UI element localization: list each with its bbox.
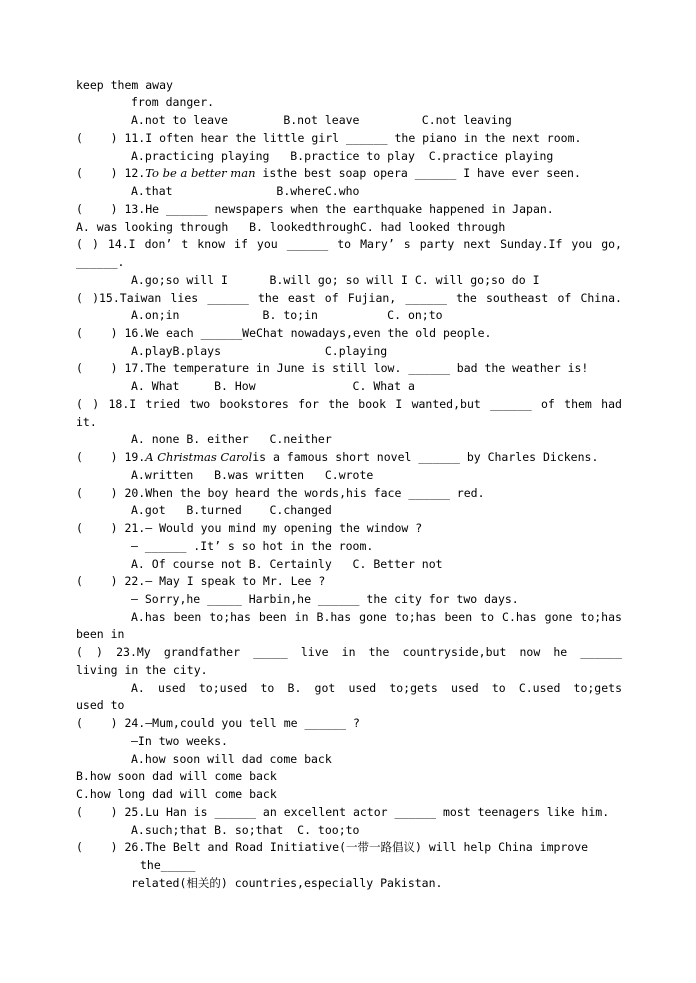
word: party (419, 237, 455, 251)
q13-options: A. was looking through B. lookedthroughC. had looked through (76, 220, 506, 234)
q14-options: A.go;so will I B.will go; so will I C. will go;so do I (131, 273, 540, 287)
q17-question: ( ) 17.The temperature in June is still low. ______ bad the weather is! (76, 361, 589, 375)
word: tried (145, 397, 181, 411)
word: _____ (253, 645, 288, 659)
q21-reply: — ______ .It’ s so hot in the room. (131, 539, 374, 553)
q12-rest: isthe best soap opera ______ I have ever seen. (255, 166, 581, 180)
word: know (197, 237, 225, 251)
word: he (553, 645, 568, 659)
word: for (298, 397, 319, 411)
q23-options-end: used to (76, 698, 125, 712)
word: grandfather (163, 645, 240, 659)
word: the (456, 291, 477, 305)
word: Mary’ (360, 237, 395, 251)
line-from-danger: from danger. (131, 95, 215, 109)
q18-question (76, 396, 622, 412)
word: ( (76, 397, 83, 411)
q26-question: ( ) 26.The Belt and Road Initiative(一带一路倡议) will help China improve (76, 840, 589, 854)
q19-title-italic: A Christmas Carol (145, 450, 253, 464)
word: ( (76, 291, 83, 305)
word: got (314, 681, 336, 695)
word: ______ (580, 645, 622, 659)
q15-question (76, 290, 622, 306)
q23-question (76, 644, 622, 660)
word: southeast (485, 291, 549, 305)
word: if (234, 237, 248, 251)
word: A.has (131, 610, 166, 624)
q12-title-italic: To be a better man (145, 166, 256, 180)
q16-options: A.playB.plays C.playing (131, 344, 388, 358)
word: live (300, 645, 329, 659)
q22-options-end: been in (76, 627, 125, 641)
q26-question-end: related(相关的) countries,especially Pakistan. (131, 876, 443, 890)
q16-question: ( ) 16.We each ______WeChat nowadays,even the old people. (76, 326, 492, 340)
word: to (337, 237, 352, 251)
word: Sunday.If (500, 237, 563, 251)
q25-question: ( ) 25.Lu Han is ______ an excellent actor ______ most teenagers like him. (76, 805, 610, 819)
word: B. (287, 681, 302, 695)
word: ______ (207, 291, 249, 305)
word: you (571, 237, 593, 251)
word: used (158, 681, 186, 695)
q26-question-cont: the_____ (140, 858, 196, 872)
word: ( (76, 237, 83, 251)
word: now (519, 645, 541, 659)
word: gone (359, 610, 387, 624)
word: to (491, 681, 506, 695)
word: C.used (518, 681, 561, 695)
word: to (480, 610, 495, 624)
word: t (181, 237, 189, 251)
q19-question (76, 449, 622, 465)
word: to (260, 681, 275, 695)
word: ) (92, 397, 100, 411)
word: wanted,but (411, 397, 481, 411)
q24-option-a: A.how soon will dad come back (131, 752, 332, 766)
word: gone (544, 610, 573, 624)
word: don’ (144, 237, 173, 251)
q23-options (131, 680, 622, 696)
word: ______ (286, 237, 329, 251)
word: countryside,but (402, 645, 507, 659)
q24-option-c: C.how long dad will come back (76, 787, 277, 801)
word: had (601, 397, 622, 411)
word: ) (96, 645, 103, 659)
word: them (564, 397, 592, 411)
word: ______ (490, 397, 532, 411)
q12-options: A.that B.whereC.who (131, 184, 360, 198)
word: China. (580, 291, 622, 305)
q18-question-end: it. (76, 415, 97, 429)
q19-rest: is a famous short novel ______ by Charles Dickens. (252, 450, 599, 464)
word: the (258, 291, 279, 305)
q11-options: A.practicing playing B.practice to play C.practice playing (131, 149, 554, 163)
q12-question (76, 165, 622, 181)
word: ( (76, 645, 83, 659)
q18-options: A. none B. either C.neither (131, 432, 332, 446)
word: lies (170, 291, 199, 305)
word: you (256, 237, 278, 251)
q22-options (131, 609, 622, 625)
q21-options: A. Of course not B. Certainly C. Better not (131, 557, 443, 571)
word: 23.My (116, 645, 151, 659)
word: of (324, 291, 339, 305)
q14-question (76, 236, 622, 252)
q19-prefix: ( ) 19. (76, 450, 146, 464)
q22-question: ( ) 22.— May I speak to Mr. Lee ? (76, 574, 326, 588)
word: ______ (405, 291, 447, 305)
word: used (450, 681, 479, 695)
word: in (294, 610, 309, 624)
word: to;gets (573, 681, 622, 695)
word: to;used (198, 681, 248, 695)
word: to;has (209, 610, 251, 624)
word: east (287, 291, 316, 305)
line-keep-them-away: keep them away (76, 78, 173, 92)
q23-question-end: living in the city. (76, 663, 208, 677)
q21-question: ( ) 21.— Would you mind my opening the window ? (76, 521, 423, 535)
q25-options: A.such;that B. so;that C. too;to (131, 823, 360, 837)
word: the (368, 645, 390, 659)
word: of (540, 397, 555, 411)
q20-question: ( ) 20.When the boy heard the words,his face ______ red. (76, 486, 485, 500)
word: to;has (394, 610, 437, 624)
word: go, (601, 237, 622, 251)
word: of (557, 291, 572, 305)
word: C.has (502, 610, 537, 624)
q13-question: ( ) 13.He ______ newspapers when the earthquake happened in Japan. (76, 202, 554, 216)
word: the (328, 397, 349, 411)
q12-prefix: ( ) 12. (76, 166, 146, 180)
q24-reply: —In two weeks. (131, 734, 228, 748)
word: used (348, 681, 377, 695)
word: to;gets (389, 681, 438, 695)
q19-options: A.written B.was written C.wrote (131, 468, 374, 482)
word: s (403, 237, 411, 251)
word: been (173, 610, 202, 624)
q17-options: A. What B. How C. What a (131, 379, 415, 393)
word: B.has (316, 610, 352, 624)
word: book (358, 397, 386, 411)
q15-options: A.on;in B. to;in C. on;to (131, 308, 443, 322)
q20-options: A.got B.turned C.changed (131, 503, 332, 517)
word: to;has (580, 610, 622, 624)
word: Fujian, (347, 291, 397, 305)
word: two (189, 397, 211, 411)
word: A. (131, 681, 145, 695)
word: I (395, 397, 403, 411)
word: )15.Taiwan (92, 291, 162, 305)
word: ) (91, 237, 99, 251)
q10-options: A.not to leave B.not leave C.not leaving (131, 113, 512, 127)
word: in (341, 645, 356, 659)
word: 14.I (107, 237, 136, 251)
q24-question: ( ) 24.—Mum,could you tell me ______ ? (76, 716, 360, 730)
word: next (463, 237, 492, 251)
q24-option-b: B.how soon dad will come back (76, 769, 277, 783)
q14-question-end: ______. (76, 255, 125, 269)
word: bookstores (219, 397, 289, 411)
q22-reply: — Sorry,he _____ Harbin,he ______ the city for two days. (131, 592, 519, 606)
q11-question: ( ) 11.I often hear the little girl ______ the piano in the next room. (76, 131, 582, 145)
word: been (444, 610, 473, 624)
word: 18.I (108, 397, 137, 411)
word: been (258, 610, 287, 624)
